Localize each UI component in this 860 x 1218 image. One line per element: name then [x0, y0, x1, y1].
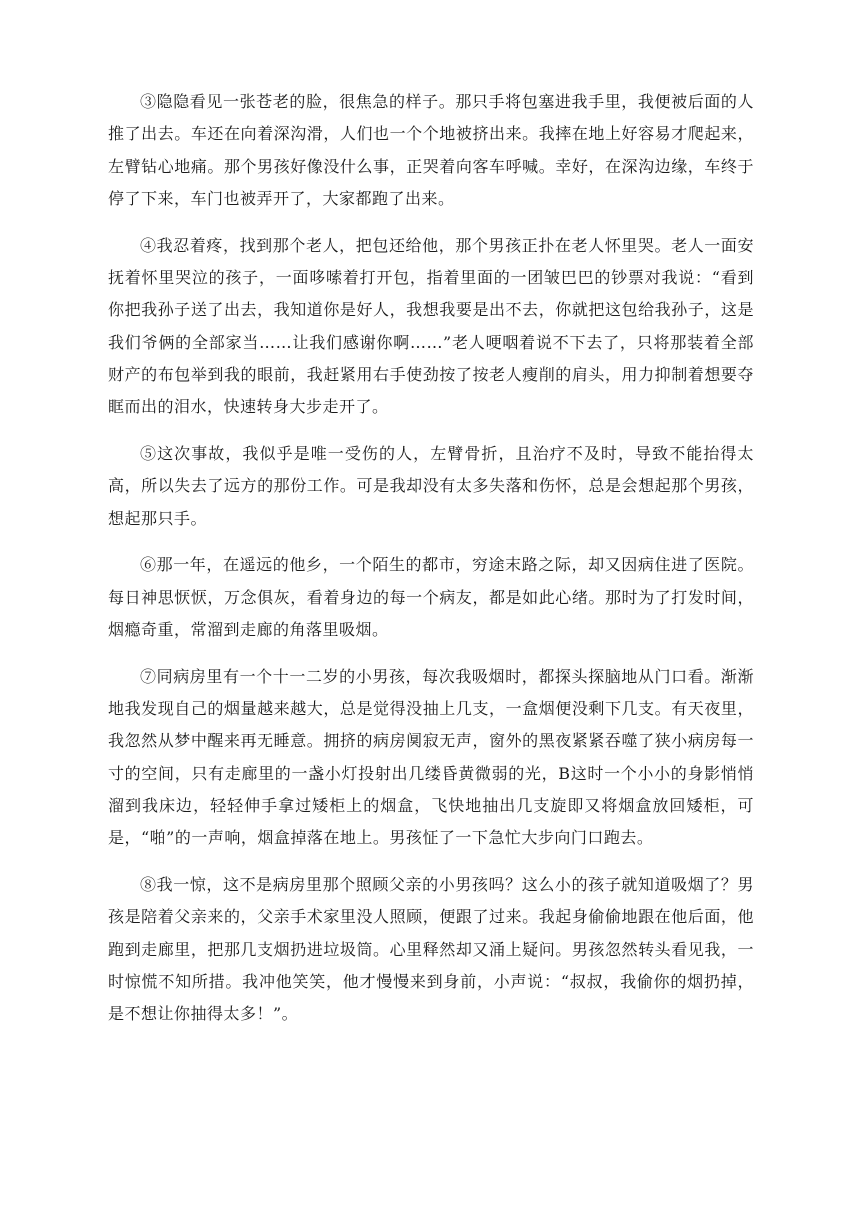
paragraph-6: ⑥那一年，在遥远的他乡，一个陌生的都市，穷途末路之际，却又因病住进了医院。每日神思恹恹，万念俱灰，看着身边的每一个病友，都是如此心绪。那时为了打发时间，烟瘾奇重，常溜到走廊的角落里吸烟。: [108, 555, 754, 639]
paragraph-7: ⑦同病房里有一个十一二岁的小男孩，每次我吸烟时，都探头探脑地从门口看。渐渐地我发现自己的烟量越来越大，总是觉得没抽上几支，一盒烟便没剩下几支。有天夜里，我忽然从梦中醒来再无睡意。拥挤的病房阒寂无声，窗外的黑夜紧紧吞噬了狭小病房每一寸的空间，只有走廊里的一盏小灯投射出几缕昏黄微弱的光，B这时一个小小的身影悄悄溜到我床边，轻轻伸手拿过矮柜上的烟盒，飞快地抽出几支旋即又将烟盒放回矮柜，可是，“啪”的一声响，烟盒掉落在地上。男孩怔了一下急忙大步向门口跑去。: [108, 666, 754, 848]
paragraph-8: ⑧我一惊，这不是病房里那个照顾父亲的小男孩吗？这么小的孩子就知道吸烟了？男孩是陪着父亲来的，父亲手术家里没人照顾，便跟了过来。我起身偷偷地跟在他后面，他跑到走廊里，把那几支烟扔进垃圾筒。心里释然却又涌上疑问。男孩忽然转头看见我，一时惊慌不知所措。我冲他笑笑，他才慢慢来到身前，小声说：“叔叔，我偷你的烟扔掉，是不想让你抽得太多！”。: [108, 875, 754, 1024]
paragraph-3: ③隐隐看见一张苍老的脸，很焦急的样子。那只手将包塞进我手里，我便被后面的人推了出去。车还在向着深沟滑，人们也一个个地被挤出来。我摔在地上好容易才爬起来，左臂钻心地痛。那个男孩好像没什么事，正哭着向客车呼喊。幸好，在深沟边缘，车终于停了下来，车门也被弄开了，大家都跑了出来。: [108, 92, 754, 208]
paragraph-5: ⑤这次事故，我似乎是唯一受伤的人，左臂骨折，且治疗不及时，导致不能抬得太高，所以失去了远方的那份工作。可是我却没有太多失落和伤怀，总是会想起那个男孩，想起那只手。: [108, 443, 754, 528]
document-page: [108, 86, 754, 1045]
paragraph-4: ④我忍着疼，找到那个老人，把包还给他，那个男孩正扑在老人怀里哭。老人一面安抚着怀里哭泣的孩子，一面哆嗦着打开包，指着里面的一团皱巴巴的钞票对我说：“看到你把我孙子送了出去，我知道你是好人，我想我要是出不去，你就把这包给我孙子，这是我们爷俩的全部家当……让我们感谢你啊……”老人哽咽着说不下去了，只将那装着全部财产的布包举到我的眼前，我赶紧用右手使劲按了按老人瘦削的肩头，用力抑制着想要夺眶而出的泪水，快速转身大步走开了。: [108, 235, 754, 417]
